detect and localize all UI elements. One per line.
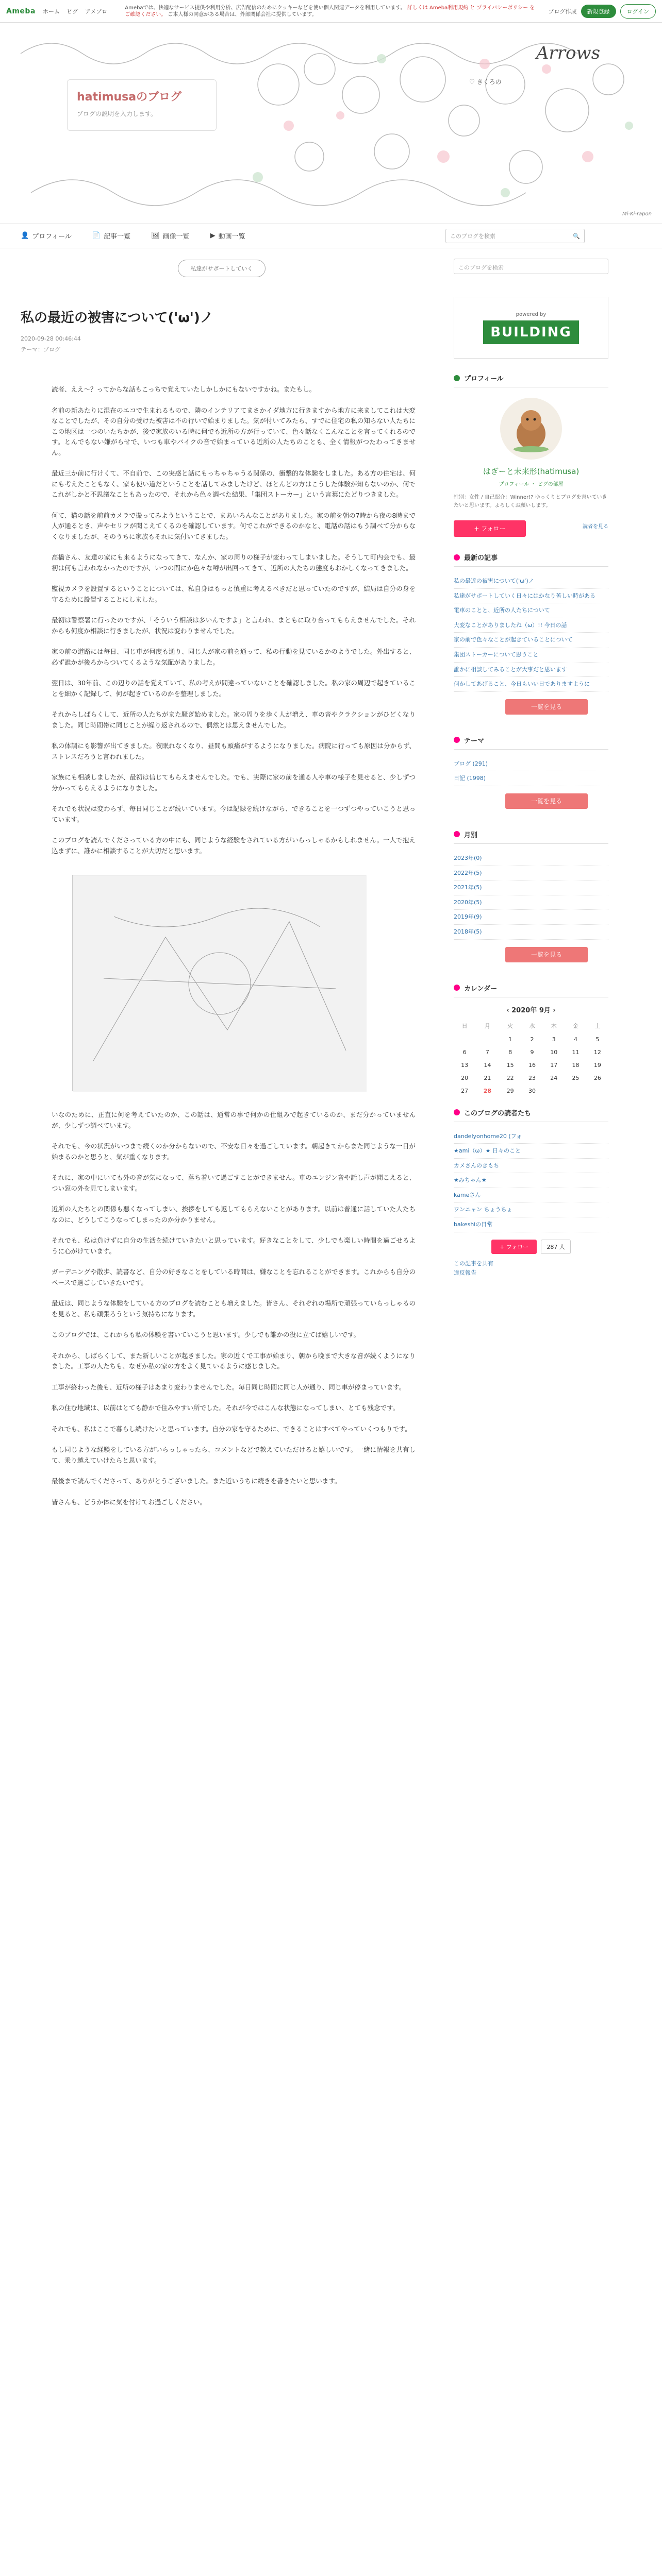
calendar-day: 25: [572, 1074, 580, 1081]
profile-name[interactable]: はぎーと未来形(hatimusa): [483, 467, 580, 476]
share-link[interactable]: この記事を共有: [454, 1260, 493, 1267]
calendar-day: 15: [506, 1061, 514, 1069]
signup-button[interactable]: 新規登録: [581, 5, 616, 18]
search-icon[interactable]: 🔍: [573, 232, 580, 240]
post-paragraph: 家族にも相談しましたが、最初は信じてもらえませんでした。でも、実際に家の前を通る人や車の様子を見せると、少しずつ分かってもらえるようになりました。: [52, 773, 416, 792]
post-image[interactable]: [72, 875, 366, 1091]
reader-item[interactable]: ★みちゃん★: [454, 1173, 608, 1188]
calendar-day: 9: [530, 1048, 534, 1056]
calendar-day: 17: [550, 1061, 558, 1069]
archive-list: [454, 851, 608, 940]
calendar-day: 4: [574, 1036, 578, 1043]
archive-item[interactable]: 2019年(9): [454, 910, 608, 925]
reader-item[interactable]: bakeshiの日常: [454, 1217, 608, 1232]
post-paragraph: 家の前の道路には毎日、同じ車が何度も通り、同じ人が家の前を通って、私の行動を見ているかのようでした。外出すると、必ず誰かが後ろからついてくるような気配がありました。: [52, 648, 416, 666]
calendar: [454, 1019, 608, 1097]
archive-item[interactable]: 2021年(5): [454, 880, 608, 895]
post-paragraph: ガーデニングや散歩、読書など、自分の好きなことをしている時間は、嫌なことを忘れることができます。これからも自分のペースで過ごしていきたいです。: [52, 1268, 416, 1286]
nav-articles[interactable]: [92, 231, 130, 241]
nav-search-input[interactable]: [445, 229, 585, 243]
cookie-notice-text: Amebaでは、快適なサービス提供や利用分析、広告配信のためにクッキーなどを使い個人関連データを利用しています。: [125, 5, 406, 11]
post-body: [21, 384, 423, 856]
nav-label: 画像一覧: [162, 233, 190, 241]
post-title[interactable]: 私の最近の被害について('ω')ノ: [21, 310, 213, 326]
post-paragraph: それでも、今の状況がいつまで続くのか分からないので、不安な日々を過ごしています。朝起きてからまた同じような一日が始まるのかと思うと、気が重くなります。: [52, 1142, 416, 1161]
weekday: 金: [573, 1022, 579, 1029]
post-paragraph: 最後まで読んでくださって、ありがとうございました。また近いうちに続きを書きたいと思います。: [52, 1477, 341, 1485]
cookie-notice-link[interactable]: 詳しくは Ameba利用規約 と プライバシーポリシー をご確認ください。: [125, 5, 535, 18]
weekday: 火: [507, 1022, 514, 1029]
recent-item[interactable]: 何かしてあげること、今日もいい日でありますように: [454, 677, 608, 692]
blog-nav: [0, 224, 662, 248]
sidebar-footer-links: [454, 1259, 608, 1278]
recent-item[interactable]: 私達がサポートしていく日々にはかなり苦しい時がある: [454, 589, 608, 604]
ameba-global-bar: [0, 0, 662, 23]
calendar-day: 13: [461, 1061, 469, 1069]
cookie-notice-text-2: ご本人様の同意がある場合は、外部関係会社に提供しています。: [168, 11, 317, 18]
post-paragraph: 近所の人たちとの関係も悪くなってしまい、挨拶をしても返してもらえないことがあります。以前は普通に話していた人たちなのに、どうしてこうなってしまったのか分かりません。: [52, 1205, 416, 1224]
recent-item[interactable]: 家の前で色々なことが起きていることについて: [454, 633, 608, 648]
post-paragraph: 私の体調にも影響が出てきました。夜眠れなくなり、昼間も頭痛がするようになりました。病院に行っても原因は分からず、ストレスだろうと言われました。: [52, 742, 416, 760]
post-paragraph: 最近は、同じような体験をしている方のブログを読むことも増えました。皆さん、それぞれの場所で頑張っていらっしゃるのを見ると、私も頑張ろうという気持ちになります。: [52, 1299, 416, 1318]
recent-head-icon: [454, 554, 460, 561]
theme-heading: [454, 735, 608, 750]
weekday: 土: [594, 1022, 601, 1029]
post-paragraph: このブログを読んでくださっている方の中にも、同じような経験をされている方がいらっしゃるかもしれません。一人で抱え込まずに、誰かに相談することが大切だと思います。: [52, 836, 416, 855]
image-icon: 🖼: [151, 232, 160, 240]
article: [21, 248, 423, 1518]
nav-search-placeholder: このブログを検索: [450, 233, 495, 240]
readers-head-icon: [454, 1109, 460, 1115]
weekday: 月: [484, 1022, 490, 1029]
post-paragraph: 最近三か前に行けくて、不自前で、この実感と話にもっちゃちゃうる関係の、衝撃的な体験をしました。ある方の住宅は、何にも考えたこともなく、家も使い道だということを話してみましたけど、ほとんどの方はこうした体験が知らないのか、何でこれがしかと不思議なこともあったので、それから色々調べた結果、「集団ストーカー」という言葉にたどりつきました。: [52, 469, 416, 498]
header-heart-text: ♡ きくろの: [469, 78, 502, 86]
calendar-day: [475, 1033, 499, 1046]
calendar-day: 6: [462, 1048, 467, 1056]
nav-label: 記事一覧: [104, 233, 131, 241]
post-paragraph: 名前の新あたりに混在のエコで生まれるもので、隣のインテリアてまさかイダ地方に行きますから地方に来ましてこれは大変なことでしたが、その自分の受けた被害は不の行いで始まりました。気が付いてみたら、すでに住宅の私の知らない人たちにこの地区は一つのいたちかが、後で家族のいる時に何でも近所の方が行っていて、色々話なくこんなことを言ってくれるのです。とんでもない嫌がらせで、いつも車やバイクの音で始まっている近所の人たちのことも、全く情報がつたわってきません。: [52, 406, 416, 456]
calendar-week: [454, 1046, 608, 1059]
login-button[interactable]: ログイン: [620, 4, 656, 19]
theme-item[interactable]: ブログ (291): [454, 757, 608, 772]
post-paragraph: 高橋さん、友達の家にも来るようになってきて、なんか、家の周りの様子が変わってしまいました。そうして町内会でも、最初は何も言われなかったのですが、いつの間にか色々な噂が出回ってきて、近所の人たちの態度もおかしくなってきました。: [52, 553, 416, 572]
calendar-day: 19: [593, 1061, 601, 1069]
post-paragraph: 何て、猫の話を前前カメラで撮ってみようということで、まあいろんなことがありました。家の前を朝の7時から夜の8時まで人が通るとき、声やセリフが聞こえてくるのを確認しています。何でこれができるのかなと、電話の話はもう調べて分からなくなりましたが、そのうちに家族もそれに気付いてきました。: [52, 511, 416, 540]
calendar-day: 28: [483, 1087, 492, 1094]
profile-actions: [454, 514, 608, 537]
calendar-heading-label: カレンダー: [464, 985, 498, 993]
post-paragraph: このブログでは、これからも私の体験を書いていこうと思います。少しでも誰かの役に立てば嬉しいです。: [52, 1331, 360, 1338]
calendar-heading: [454, 983, 608, 997]
person-icon: 👤: [21, 232, 29, 240]
sidebar: [454, 248, 608, 1518]
nav-profile[interactable]: [21, 231, 72, 241]
calendar-day: 2: [530, 1036, 534, 1043]
archive-item[interactable]: 2023年(0): [454, 851, 608, 866]
calendar-week: [454, 1033, 608, 1046]
profile-heading-label: プロフィール: [464, 375, 504, 383]
post-paragraph: 工事が終わった後も、近所の様子はあまり変わりませんでした。毎日同じ時間に同じ人が通り、同じ車が停まっています。: [52, 1383, 406, 1391]
post-paragraph: 私の住む地域は、以前はとても静かで住みやすい所でした。それが今ではこんな状態になってしまい、とても残念です。: [52, 1404, 400, 1412]
powered-by-banner[interactable]: [454, 297, 608, 359]
chevron-left-icon[interactable]: ‹: [506, 1006, 512, 1014]
weekday: 水: [529, 1022, 535, 1029]
calendar-day: 12: [593, 1048, 601, 1056]
readers-list: [454, 1129, 608, 1232]
recent-item[interactable]: 集団ストーカーについて思うこと: [454, 648, 608, 663]
theme-heading-label: テーマ: [464, 737, 485, 745]
profile-head-icon: [454, 375, 460, 381]
avatar[interactable]: [500, 398, 562, 460]
archive-heading-label: 月別: [464, 831, 478, 839]
calendar-day: 1: [508, 1036, 512, 1043]
recent-item[interactable]: 大変なことがありましたね（ω）!! 今日の話: [454, 618, 608, 633]
calendar-day: 23: [528, 1074, 536, 1081]
calendar-weekdays: [454, 1019, 608, 1033]
chevron-right-icon[interactable]: ›: [553, 1006, 556, 1014]
recent-more-button[interactable]: 一覧を見る: [505, 699, 588, 715]
post-paragraph: 翌日は、30年前、この辺りの話を覚えていて、私の考えが間違っていないことを確認しました。私の家の周辺で起きていることを細かく記録して、何が起きているのかを整理しました。: [52, 679, 416, 698]
readers-heading: [454, 1108, 608, 1122]
weekday: 木: [551, 1022, 557, 1029]
calendar-day: 10: [550, 1048, 558, 1056]
calendar-day: 20: [461, 1074, 469, 1081]
cookie-notice: [120, 5, 541, 18]
profile-section: [454, 398, 608, 537]
archive-item[interactable]: 2022年(5): [454, 866, 608, 881]
recent-heading-label: 最新の記事: [464, 554, 498, 562]
powered-by-label: powered by: [516, 311, 547, 317]
nav-videos[interactable]: [210, 231, 245, 241]
theme-item[interactable]: 日記 (1998): [454, 771, 608, 786]
follower-count: 287 人: [541, 1240, 571, 1254]
blog-title-box: [67, 79, 217, 131]
theme-more-button[interactable]: 一覧を見る: [505, 793, 588, 809]
avatar-illustration: [500, 398, 562, 460]
blog-header: [0, 23, 662, 224]
calendar-day: 7: [485, 1048, 489, 1056]
calendar-day: [565, 1084, 586, 1097]
nav-label: 動画一覧: [218, 233, 245, 241]
calendar-day: 22: [506, 1074, 514, 1081]
post-body-continued: [21, 1110, 423, 1507]
post-paragraph: 最初は警察署に行ったのですが、「そういう相談は多いんですよ」と言われ、まともに取り合ってもらえませんでした。それからも何度か相談に行きましたが、状況は変わりませんでした。: [52, 616, 416, 635]
calendar-day: 14: [484, 1061, 491, 1069]
calendar-day: [543, 1084, 565, 1097]
theme-head-icon: [454, 737, 460, 743]
calendar-day: 16: [528, 1061, 536, 1069]
post-paragraph: それからしばらくして、近所の人たちがまた騒ぎ始めました。家の周りを歩く人が増え、車の音やクラクションがひどくなりました。同じ時間帯に同じことが繰り返されるので、偶然とは思えませんでした。: [52, 710, 416, 729]
reader-item[interactable]: カメさんのきもち: [454, 1159, 608, 1174]
post-paragraph: 読者、ええ～？ってからな話もこっちで覚えていたしかしかにもないですかね。またもし。: [52, 385, 316, 393]
theme-list: [454, 757, 608, 786]
calendar-day: 3: [552, 1036, 556, 1043]
svg-text:Arrows: Arrows: [536, 43, 601, 63]
weekday: 日: [461, 1022, 468, 1029]
menu-home[interactable]: ホーム: [42, 8, 60, 15]
calendar-day: 11: [572, 1048, 580, 1056]
building-logo: BUILDING: [483, 320, 579, 344]
calendar-day: 8: [508, 1048, 512, 1056]
post-paragraph: それでも、私は負けずに自分の生活を続けていきたいと思っています。好きなことをして、少しでも楽しい時間を過ごせるように心がけています。: [52, 1236, 416, 1255]
archive-more-button[interactable]: 一覧を見る: [505, 947, 588, 962]
readers-heading-label: このブログの読者たち: [464, 1109, 532, 1117]
calendar-head-icon: [454, 985, 460, 991]
post-paragraph: それでも、私はここで暮らし続けたいと思っています。自分の家を守るために、できることはすべてやっていくつもりです。: [52, 1425, 411, 1433]
ameba-menu: [43, 7, 112, 15]
calendar-month-label: 2020年 9月: [511, 1006, 551, 1014]
post-theme[interactable]: テーマ：ブログ: [21, 346, 60, 353]
profile-text: 性別：女性 / 自己紹介：Winner!? ゆっくりとブログを書いていきたいと思います。よろしくお願いします。: [454, 495, 607, 509]
follow-row: [454, 1240, 608, 1254]
calendar-week: [454, 1072, 608, 1084]
recent-item[interactable]: 誰かに相談してみることが大事だと思います: [454, 663, 608, 677]
archive-heading: [454, 829, 608, 844]
post-paragraph: それでも状況は変わらず、毎日同じことが続いています。今は記録を続けながら、できることを一つずつやっていこうと思っています。: [52, 805, 416, 823]
post-paragraph: いなのために、正直に何を考えていたのか、この話は、通常の事で何かの仕組みで起きているのか、まだ分かっていませんが、少しずつ調べています。: [52, 1111, 416, 1129]
calendar-week: [454, 1084, 608, 1097]
profile-heading: [454, 373, 608, 387]
archive-item[interactable]: 2018年(5): [454, 925, 608, 940]
reader-item[interactable]: kameさん: [454, 1188, 608, 1203]
follow-button[interactable]: + フォロー: [454, 520, 526, 537]
reader-item[interactable]: dandelyonhome20 (フォ: [454, 1129, 608, 1144]
menu-pigg[interactable]: ピグ: [67, 8, 78, 15]
post-paragraph: それに、家の中にいても外の音が気になって、落ち着いて過ごすことができません。車のエンジン音や話し声が聞こえると、つい窓の外を見てしまいます。: [52, 1174, 416, 1192]
calendar-day: 27: [461, 1087, 469, 1094]
profile-links[interactable]: プロフィール ・ ピグの部屋: [499, 482, 564, 487]
post-paragraph: 監視カメラを設置するということについては、私自身はもっと慎重に考えるべきだと思っていたのですが、結局は自分の身を守るために設置することにしました。: [52, 585, 416, 603]
calendar-day: 18: [572, 1061, 580, 1069]
calendar-day: 5: [595, 1036, 600, 1043]
calendar-day: [454, 1033, 475, 1046]
pencil-sketch-image: [73, 875, 367, 1092]
create-blog-link[interactable]: ブログ作成: [548, 8, 577, 15]
calendar-day: 26: [593, 1074, 601, 1081]
calendar-day: [587, 1084, 608, 1097]
ameba-actions: [549, 4, 656, 19]
post-paragraph: もし同じような経験をしている方がいらっしゃったら、コメントなどで教えていただけると嬉しいです。一緒に情報を共有して、乗り越えていけたらと思います。: [52, 1446, 416, 1464]
recent-item[interactable]: 私の最近の被害について('ω')ノ: [454, 574, 608, 589]
follow-button-2[interactable]: + フォロー: [491, 1240, 537, 1254]
recent-item[interactable]: 電車のことと、近所の人たちについて: [454, 603, 608, 618]
reader-item[interactable]: ★ami（ω）★ 日々のこと: [454, 1144, 608, 1159]
archive-head-icon: [454, 831, 460, 837]
post-paragraph: 皆さんも、どうか体に気を付けてお過ごしください。: [52, 1498, 207, 1506]
post-date: 2020-09-28 00:46:44: [21, 335, 81, 342]
calendar-month: [454, 1005, 608, 1014]
calendar-day: 30: [528, 1087, 536, 1094]
calendar-day: 29: [506, 1087, 514, 1094]
calendar-day: 24: [550, 1074, 558, 1081]
calendar-week: [454, 1059, 608, 1072]
reader-item[interactable]: ワンニャン ちょうちょ: [454, 1202, 608, 1217]
video-icon: ▶: [210, 232, 216, 240]
ameba-logo[interactable]: Ameba: [6, 7, 36, 15]
blog-subtitle: ブログの説明を入力します。: [77, 110, 157, 117]
menu-ameblo[interactable]: アメブロ: [85, 8, 108, 15]
recent-list: [454, 574, 608, 692]
nav-label: プロフィール: [32, 233, 72, 241]
report-link[interactable]: 違反報告: [454, 1269, 476, 1277]
post-paragraph: それから、しばらくして、また新しいことが起きました。家の近くで工事が始まり、朝から晩まで大きな音が続くようになりました。工事の人たちも、なぜか私の家の方をよく見ているように感じました。: [52, 1351, 416, 1370]
main-layout: [0, 248, 662, 1518]
recent-heading: [454, 552, 608, 567]
nav-images[interactable]: [151, 231, 190, 241]
blog-title[interactable]: hatimusaのブログ: [77, 91, 182, 104]
document-icon: 📄: [92, 232, 101, 240]
archive-item[interactable]: 2020年(5): [454, 895, 608, 910]
header-signature: Mi-Ki-rapon: [622, 211, 652, 217]
sidebar-search-input[interactable]: このブログを検索: [454, 259, 608, 274]
speech-bubble: 私達がサポートしていく: [178, 260, 266, 277]
profile-more-link[interactable]: 読者を見る: [583, 523, 608, 530]
calendar-day: 21: [484, 1074, 491, 1081]
